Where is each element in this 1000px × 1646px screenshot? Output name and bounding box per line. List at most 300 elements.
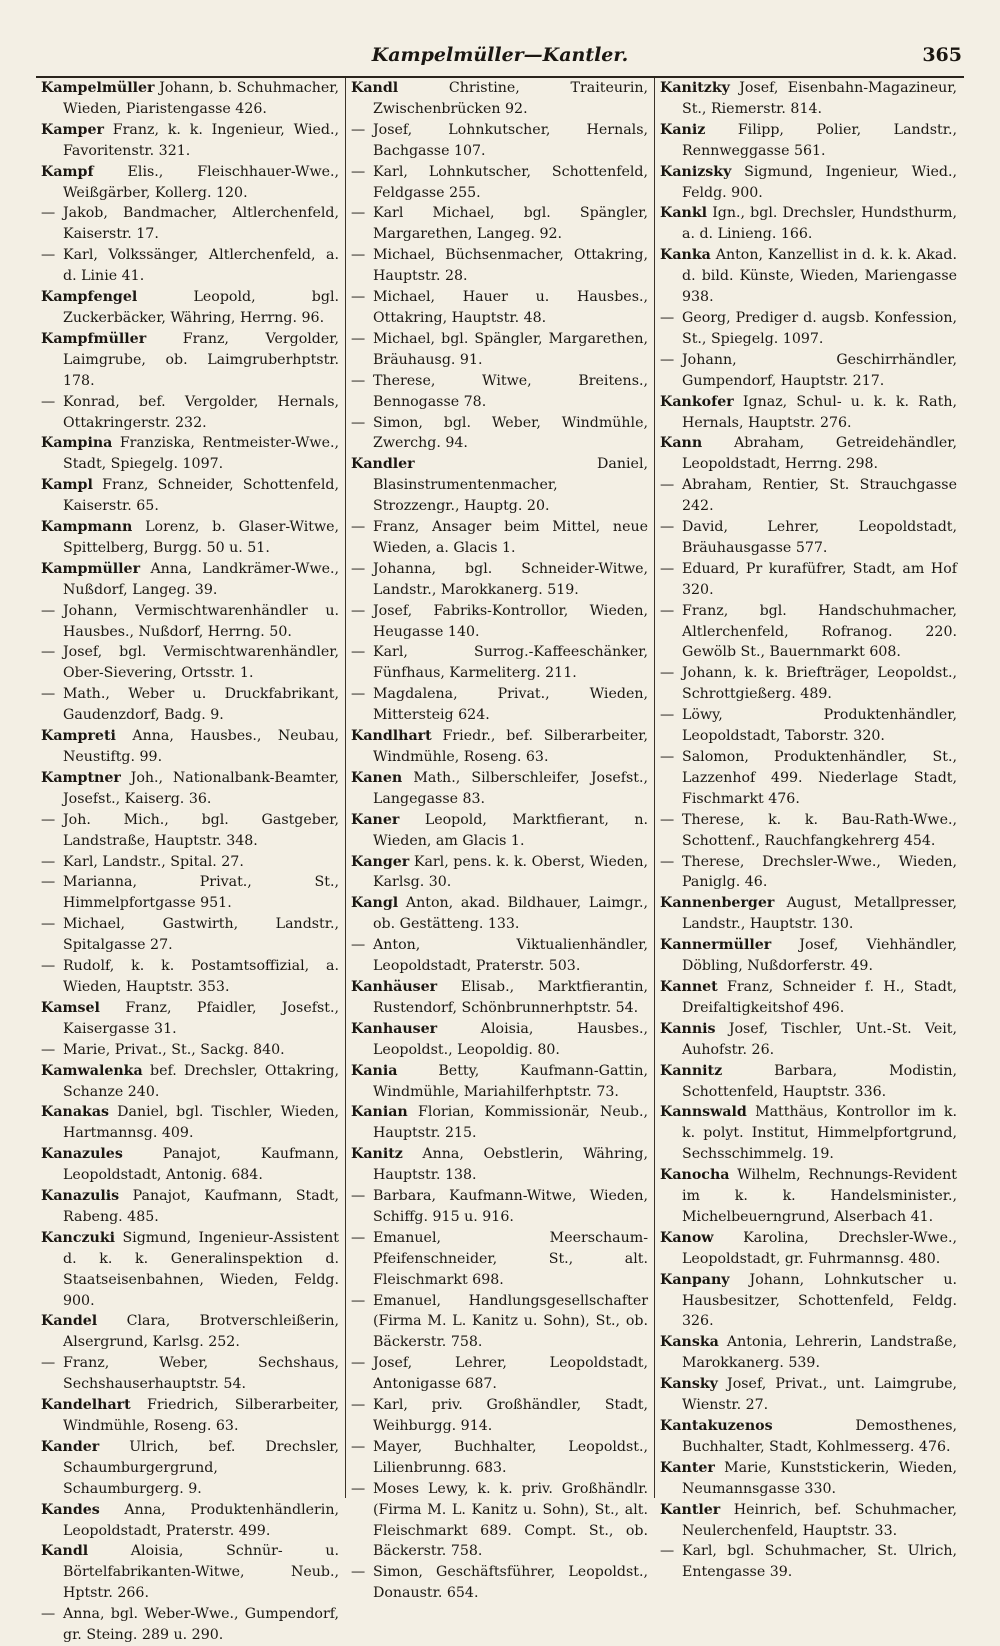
- entry-details: Salomon, Produktenhändler, St., Lazzenhof 499. Niederlage Stadt, Fischmarkt 476.: [682, 749, 957, 807]
- ditto-dash: —: [351, 1397, 366, 1414]
- ditto-dash: —: [660, 1543, 675, 1560]
- entry-details: Karl, Volkssänger, Altlerchenfeld, a. d. Linie 41.: [63, 247, 339, 285]
- entry-details: Panajot, Kaufmann, Stadt, Rabeng. 485.: [63, 1188, 339, 1225]
- surname: Kanitzky: [660, 80, 730, 96]
- entry-details: Josef, Privat., unt. Laimgrube, Wienstr. 27.: [682, 1376, 957, 1414]
- directory-entry: [41, 433, 339, 475]
- entry-details: Franz, Vergolder, Laimgrube, ob. Laimgruberhptstr. 178.: [63, 330, 339, 389]
- surname: Kanow: [660, 1229, 714, 1246]
- surname: Kanazulis: [41, 1188, 120, 1205]
- directory-entry: [660, 120, 957, 162]
- entry-details: Florian, Kommissionär, Neub., Hauptstr. 215.: [373, 1104, 648, 1142]
- surname: Kanian: [351, 1104, 408, 1121]
- directory-entry: [41, 1437, 339, 1500]
- entry-details: Anna, bgl. Weber-Wwe., Gumpendorf, gr. Steing. 289 u. 290.: [63, 1606, 339, 1644]
- surname: Kanazules: [41, 1146, 123, 1163]
- surname: Kanger: [351, 853, 410, 870]
- entry-columns: [36, 78, 964, 1644]
- ditto-dash: —: [41, 958, 56, 975]
- directory-entry: [660, 1416, 957, 1458]
- sub-entry: [351, 1186, 648, 1228]
- ditto-dash: —: [351, 1229, 366, 1246]
- column-right: [654, 78, 963, 1581]
- surname: Kanter: [660, 1459, 715, 1476]
- page-number: 365: [922, 44, 962, 66]
- ditto-dash: —: [351, 289, 366, 306]
- directory-entry: [660, 1270, 957, 1333]
- directory-entry: [660, 1019, 957, 1061]
- ditto-dash: —: [41, 1041, 56, 1058]
- ditto-dash: —: [41, 1355, 56, 1372]
- sub-entry: [351, 935, 648, 977]
- ditto-dash: —: [660, 853, 675, 870]
- entry-details: Therese, Drechsler-Wwe., Wieden, Paniglg. 46.: [682, 853, 957, 891]
- directory-entry: [660, 1061, 957, 1103]
- directory-entry: [660, 78, 957, 120]
- entry-details: Michael, Gastwirth, Landstr., Spitalgasse 27.: [63, 916, 339, 954]
- directory-entry: [351, 726, 648, 768]
- entry-details: Ign., bgl. Drechsler, Hundsthurm, a. d. Linieng. 166.: [682, 205, 957, 243]
- entry-details: Friedrich, Silberarbeiter, Windmühle, Roseng. 63.: [63, 1397, 339, 1434]
- ditto-dash: —: [351, 163, 366, 180]
- sub-entry: [41, 684, 339, 726]
- entry-details: Marianna, Privat., St., Himmelpfortgasse 951.: [63, 874, 339, 912]
- entry-details: David, Lehrer, Leopoldstadt, Bräuhausgasse 577.: [682, 519, 957, 556]
- sub-entry: [351, 1291, 648, 1354]
- entry-details: Matthäus, Kontrollor im k. k. polyt. Institut, Himmelpfortgrund, Sechsschimmelg. 19.: [682, 1104, 957, 1163]
- entry-details: Leopold, Marktfierant, n. Wieden, am Glacis 1.: [373, 811, 649, 849]
- ditto-dash: —: [660, 749, 675, 765]
- ditto-dash: —: [660, 519, 675, 536]
- entry-details: Math., Silberschleifer, Josefst., Langegasse 83.: [373, 769, 648, 807]
- entry-details: Ignaz, Schul- u. k. k. Rath, Hernals, Hauptstr. 276.: [682, 393, 957, 431]
- surname: Kannet: [660, 978, 718, 995]
- directory-entry: [41, 475, 339, 517]
- surname: Kampfmüller: [41, 330, 147, 347]
- directory-entry: [351, 1144, 648, 1186]
- directory-entry: [351, 852, 648, 894]
- entry-details: bef. Drechsler, Ottakring, Schanze 240.: [63, 1062, 339, 1100]
- sub-entry: [41, 872, 339, 914]
- entry-details: Sigmund, Ingenieur-Assistent d. k. k. Generalinspektion d. Staatseisenbahnen, Wieden, Feldg. 900.: [63, 1229, 340, 1309]
- sub-entry: [41, 1353, 339, 1395]
- ditto-dash: —: [351, 330, 366, 347]
- sub-entry: [351, 1228, 648, 1291]
- ditto-dash: —: [41, 393, 56, 410]
- directory-entry: [41, 1541, 339, 1604]
- surname: Kampfengel: [41, 289, 138, 306]
- directory-entry: [660, 433, 957, 475]
- entry-details: Leopold, bgl. Zuckerbäcker, Währing, Herrng. 96.: [63, 289, 339, 326]
- entry-details: Filipp, Polier, Landstr., Rennweggasse 561.: [682, 121, 957, 159]
- entry-details: Barbara, Kaufmann-Witwe, Wieden, Schiffg. 915 u. 916.: [373, 1188, 648, 1225]
- entry-details: Johann, Lohnkutscher u. Hausbesitzer, Schottenfeld, Feldg. 326.: [682, 1271, 957, 1330]
- entry-details: Franziska, Rentmeister-Wwe., Stadt, Spiegelg. 1097.: [63, 435, 339, 473]
- sub-entry: [41, 203, 339, 245]
- ditto-dash: —: [41, 853, 56, 870]
- sub-entry: [660, 601, 957, 664]
- directory-entry: [660, 1374, 957, 1416]
- entry-details: Karl, Surrog.-Kaffeeschänker, Fünfhaus, Karmeliterg. 211.: [373, 644, 648, 682]
- entry-details: Karl, pens. k. k. Oberst, Wieden, Karlsg. 30.: [373, 853, 648, 891]
- entry-details: Elisab., Marktfierantin, Rustendorf, Schönbrunnerhptstr. 54.: [373, 978, 648, 1016]
- directory-entry: [351, 78, 648, 120]
- surname: Kampina: [41, 435, 113, 452]
- surname: Kampelmüller: [41, 80, 155, 96]
- directory-entry: [41, 162, 339, 204]
- directory-entry: [660, 977, 957, 1019]
- surname: Kann: [660, 435, 703, 452]
- entry-details: Karl, priv. Großhändler, Stadt, Weihburgg. 914.: [373, 1397, 648, 1434]
- entry-details: Michael, Hauer u. Hausbes., Ottakring, Hauptstr. 48.: [373, 289, 648, 326]
- entry-details: Konrad, bef. Vergolder, Hernals, Ottakringerstr. 232.: [63, 393, 339, 431]
- surname: Kampreti: [41, 728, 116, 745]
- surname: Kamptner: [41, 769, 121, 786]
- entry-details: Aloisia, Hausbes., Leopoldst., Leopoldig. 80.: [373, 1020, 649, 1058]
- surname: Kaner: [351, 811, 400, 828]
- directory-entry: [660, 203, 957, 245]
- ditto-dash: —: [351, 519, 366, 536]
- entry-details: Emanuel, Handlungsgesellschafter (Firma M. L. Kanitz u. Sohn), St., ob. Bäckerstr. 758.: [373, 1292, 648, 1351]
- entry-details: Eduard, Pr kurafüfrer, Stadt, am Hof 320.: [682, 560, 957, 598]
- entry-details: Barbara, Modistin, Schottenfeld, Hauptstr. 336.: [682, 1062, 957, 1100]
- surname: Kanska: [660, 1334, 719, 1351]
- entry-details: Wilhelm, Rechnungs-Revident im k. k. Handelsminister., Michelbeuerngrund, Alserbach 41.: [682, 1167, 957, 1225]
- directory-entry: [41, 78, 339, 120]
- surname: Kandelhart: [41, 1397, 131, 1414]
- ditto-dash: —: [351, 686, 366, 703]
- ditto-dash: —: [41, 686, 56, 703]
- entry-details: Therese, Witwe, Breitens., Bennogasse 78.: [373, 372, 648, 410]
- sub-entry: [351, 413, 648, 455]
- sub-entry: [351, 371, 648, 413]
- entry-details: Johanna, bgl. Schneider-Witwe, Landstr., Marokkanerg. 519.: [373, 560, 648, 598]
- surname: Kansky: [660, 1376, 718, 1393]
- directory-entry: [660, 893, 957, 935]
- sub-entry: [41, 810, 339, 852]
- ditto-dash: —: [41, 874, 56, 891]
- surname: Kanocha: [660, 1167, 730, 1184]
- surname: Kanitz: [351, 1146, 403, 1163]
- sub-entry: [41, 956, 339, 998]
- surname: Kannswald: [660, 1104, 747, 1121]
- directory-entry: [660, 392, 957, 434]
- directory-entry: [41, 517, 339, 559]
- entry-details: Daniel, bgl. Tischler, Wieden, Hartmannsg. 409.: [63, 1104, 339, 1142]
- sub-entry: [660, 663, 957, 705]
- sub-entry: [660, 810, 957, 852]
- sub-entry: [660, 852, 957, 894]
- entry-details: Josef, Lehrer, Leopoldstadt, Antonigasse 687.: [373, 1355, 648, 1393]
- entry-details: Karl, Landstr., Spital. 27.: [63, 853, 244, 870]
- entry-details: Karl, Lohnkutscher, Schottenfeld, Feldgasse 255.: [373, 163, 648, 201]
- directory-entry: [41, 1102, 339, 1144]
- entry-details: Franz, Pfaidler, Josefst., Kaisergasse 31.: [63, 999, 339, 1037]
- sub-entry: [41, 1040, 339, 1061]
- entry-details: Karl Michael, bgl. Spängler, Margarethen, Langeg. 92.: [373, 205, 648, 243]
- surname: Kaniz: [660, 121, 706, 138]
- directory-entry: [41, 1186, 339, 1228]
- sub-entry: [41, 1604, 339, 1646]
- entry-details: Franz, bgl. Handschuhmacher, Altlerchenfeld, Rofranog. 220. Gewölb St., Bauernmarkt 608.: [682, 602, 957, 661]
- entry-details: Johann, Geschirrhändler, Gumpendorf, Hauptstr. 217.: [682, 351, 957, 389]
- surname: Kania: [351, 1062, 398, 1079]
- surname: Kanizsky: [660, 163, 732, 180]
- directory-entry: [41, 1500, 339, 1542]
- ditto-dash: —: [660, 811, 675, 828]
- entry-details: Daniel, Blasinstrumentenmacher, Strozzengr., Hauptg. 20.: [373, 456, 648, 515]
- surname: Kandl: [41, 1543, 89, 1560]
- directory-entry: [41, 329, 339, 392]
- entry-details: Josef, Fabriks-Kontrollor, Wieden, Heugasse 140.: [373, 602, 648, 640]
- sub-entry: [351, 1479, 648, 1563]
- ditto-dash: —: [41, 1606, 56, 1623]
- surname: Kampmann: [41, 519, 133, 536]
- surname: Kankl: [660, 205, 708, 222]
- entry-details: Josef, Tischler, Unt.-St. Veit, Auhofstr. 26.: [682, 1020, 957, 1058]
- entry-details: August, Metallpresser, Landstr., Hauptstr. 130.: [682, 895, 958, 933]
- directory-entry: [41, 998, 339, 1040]
- ditto-dash: —: [351, 1564, 366, 1581]
- surname: Kanka: [660, 247, 711, 264]
- surname: Kamsel: [41, 999, 100, 1016]
- ditto-dash: —: [351, 205, 366, 222]
- ditto-dash: —: [351, 602, 366, 619]
- surname: Kandl: [351, 80, 399, 96]
- entry-details: Anna, Produktenhändlerin, Leopoldstadt, Praterstr. 499.: [63, 1501, 339, 1539]
- sub-entry: [660, 475, 957, 517]
- surname: Kanhäuser: [351, 978, 438, 995]
- entry-details: Panajot, Kaufmann, Leopoldstadt, Antonig. 684.: [63, 1146, 339, 1184]
- ditto-dash: —: [351, 414, 366, 431]
- sub-entry: [41, 245, 339, 287]
- entry-details: Simon, bgl. Weber, Windmühle, Zwerchg. 94.: [373, 414, 648, 452]
- surname: Kandlhart: [351, 728, 432, 745]
- surname: Kanczuki: [41, 1229, 116, 1246]
- entry-details: Johann, k. k. Briefträger, Leopoldst., Schrottgießerg. 489.: [682, 665, 957, 703]
- entry-details: Jakob, Bandmacher, Altlerchenfeld, Kaiserstr. 17.: [63, 205, 339, 243]
- entry-details: Abraham, Rentier, St. Strauchgasse 242.: [682, 477, 957, 515]
- entry-details: Heinrich, bef. Schuhmacher, Neulerchenfeld, Hauptstr. 33.: [682, 1501, 957, 1539]
- ditto-dash: —: [660, 477, 675, 494]
- entry-details: Anton, akad. Bildhauer, Laimgr., ob. Gestätteng. 133.: [373, 895, 649, 933]
- entry-details: Marie, Privat., St., Sackg. 840.: [63, 1041, 285, 1058]
- surname: Kampmüller: [41, 560, 141, 577]
- surname: Kantler: [660, 1501, 721, 1518]
- directory-entry: [41, 726, 339, 768]
- ditto-dash: —: [660, 665, 675, 682]
- sub-entry: [660, 1541, 957, 1583]
- directory-entry: [660, 1102, 957, 1165]
- entry-details: Karolina, Drechsler-Wwe., Leopoldstadt, gr. Fuhrmannsg. 480.: [682, 1229, 957, 1267]
- directory-entry: [41, 768, 339, 810]
- ditto-dash: —: [660, 351, 675, 368]
- entry-details: Sigmund, Ingenieur, Wied., Feldg. 900.: [682, 163, 957, 201]
- ditto-dash: —: [351, 1438, 366, 1455]
- surname: Kannitz: [660, 1062, 723, 1079]
- surname: Kamwalenka: [41, 1062, 143, 1079]
- ditto-dash: —: [660, 309, 675, 326]
- ditto-dash: —: [351, 121, 366, 138]
- directory-entry: [351, 977, 648, 1019]
- directory-entry: [660, 162, 957, 204]
- directory-entry: [660, 1165, 957, 1228]
- ditto-dash: —: [41, 916, 56, 933]
- surname: Kantakuzenos: [660, 1418, 773, 1434]
- directory-entry: [351, 810, 648, 852]
- entry-details: Josef, Eisenbahn-Magazineur, St., Riemerstr. 814.: [682, 80, 957, 117]
- sub-entry: [660, 705, 957, 747]
- sub-entry: [41, 852, 339, 873]
- ditto-dash: —: [351, 937, 366, 954]
- surname: Kandel: [41, 1313, 98, 1330]
- entry-details: Anna, Hausbes., Neubau, Neustiftg. 99.: [63, 728, 339, 765]
- entry-details: Josef, bgl. Vermischtwarenhändler, Ober-Sievering, Ortsstr. 1.: [63, 644, 339, 682]
- entry-details: Betty, Kaufmann-Gattin, Windmühle, Mariahilferhptstr. 73.: [373, 1062, 648, 1100]
- entry-details: Joh., Nationalbank-Beamter, Josefst., Kaiserg. 36.: [63, 769, 339, 807]
- ditto-dash: —: [351, 1480, 366, 1497]
- surname: Kanakas: [41, 1104, 110, 1121]
- entry-details: Franz, k. k. Ingenieur, Wied., Favoritenstr. 321.: [63, 121, 339, 159]
- sub-entry: [351, 642, 648, 684]
- entry-details: Franz, Weber, Sechshaus, Sechshauserhauptstr. 54.: [63, 1355, 339, 1393]
- entry-details: Josef, Viehhändler, Döbling, Nußdorferstr. 49.: [682, 937, 957, 975]
- column-middle: [345, 78, 654, 1602]
- ditto-dash: —: [41, 811, 56, 828]
- sub-entry: [660, 350, 957, 392]
- entry-details: Therese, k. k. Bau-Rath-Wwe., Schottenf., Rauchfangkehrerg 454.: [682, 811, 957, 849]
- entry-details: Anna, Oebstlerin, Währing, Hauptstr. 138.: [373, 1146, 648, 1184]
- sub-entry: [351, 559, 648, 601]
- ditto-dash: —: [41, 602, 56, 619]
- sub-entry: [351, 1395, 648, 1437]
- entry-details: Anna, Landkrämer-Wwe., Nußdorf, Langeg. 39.: [63, 560, 339, 598]
- entry-details: Antonia, Lehrerin, Landstraße, Marokkanerg. 539.: [682, 1334, 958, 1372]
- entry-details: Johann, b. Schuhmacher, Wieden, Piaristengasse 426.: [63, 80, 339, 117]
- entry-details: Franz, Schneider, Schottenfeld, Kaiserstr. 65.: [63, 477, 339, 515]
- directory-entry: [660, 245, 957, 308]
- entry-details: Lorenz, b. Glaser-Witwe, Spittelberg, Burgg. 50 u. 51.: [63, 519, 339, 556]
- entry-details: Christine, Traiteurin, Zwischenbrücken 92.: [373, 80, 648, 117]
- ditto-dash: —: [351, 644, 366, 661]
- directory-entry: [41, 1061, 339, 1103]
- surname: Kannermüller: [660, 937, 772, 954]
- ditto-dash: —: [41, 205, 56, 222]
- directory-entry: [660, 1500, 957, 1542]
- surname: Kampf: [41, 163, 94, 180]
- entry-details: Mayer, Buchhalter, Leopoldst., Lilienbrunng. 683.: [373, 1438, 648, 1476]
- ditto-dash: —: [351, 247, 366, 264]
- ditto-dash: —: [660, 707, 675, 724]
- entry-details: Ulrich, bef. Drechsler, Schaumburgergrund, Schaumburgerg. 9.: [63, 1438, 339, 1497]
- ditto-dash: —: [351, 1355, 366, 1372]
- surname: Kandler: [351, 456, 415, 473]
- entry-details: Joh. Mich., bgl. Gastgeber, Landstraße, Hauptstr. 348.: [63, 811, 339, 849]
- sub-entry: [660, 517, 957, 559]
- sub-entry: [351, 601, 648, 643]
- entry-details: Michael, bgl. Spängler, Margarethen, Bräuhausg. 91.: [373, 330, 648, 368]
- sub-entry: [351, 203, 648, 245]
- directory-entry: [351, 893, 648, 935]
- entry-details: Franz, Ansager beim Mittel, neue Wieden, a. Glacis 1.: [373, 519, 648, 556]
- sub-entry: [41, 914, 339, 956]
- surname: Kanen: [351, 769, 403, 786]
- surname: Kandes: [41, 1501, 100, 1518]
- entry-details: Karl, bgl. Schuhmacher, St. Ulrich, Entengasse 39.: [682, 1543, 957, 1581]
- sub-entry: [351, 517, 648, 559]
- sub-entry: [351, 245, 648, 287]
- sub-entry: [351, 1437, 648, 1479]
- directory-entry: [41, 1144, 339, 1186]
- directory-entry: [351, 454, 648, 517]
- entry-details: Löwy, Produktenhändler, Leopoldstadt, Taborstr. 320.: [682, 707, 957, 745]
- sub-entry: [351, 162, 648, 204]
- surname: Kampl: [41, 477, 93, 494]
- entry-details: Franz, Schneider f. H., Stadt, Dreifaltigkeitshof 496.: [682, 978, 958, 1016]
- entry-details: Rudolf, k. k. Postamtsoffizial, a. Wieden, Hauptstr. 353.: [63, 958, 339, 995]
- entry-details: Simon, Geschäftsführer, Leopoldst., Donaustr. 654.: [373, 1564, 648, 1602]
- surname: Kamper: [41, 121, 104, 138]
- column-left: [36, 78, 345, 1644]
- ditto-dash: —: [351, 1188, 366, 1205]
- directory-entry: [41, 120, 339, 162]
- directory-entry: [351, 1102, 648, 1144]
- directory-entry: [41, 1395, 339, 1437]
- sub-entry: [351, 329, 648, 371]
- directory-entry: [660, 1332, 957, 1374]
- entry-details: Elis., Fleischhauer-Wwe., Weißgärber, Kollerg. 120.: [63, 163, 339, 201]
- sub-entry: [351, 120, 648, 162]
- ditto-dash: —: [351, 1292, 366, 1309]
- directory-entry: [351, 1019, 648, 1061]
- entry-details: Clara, Brotverschleißerin, Alsergrund, Karlsg. 252.: [63, 1313, 340, 1351]
- sub-entry: [660, 559, 957, 601]
- entry-details: Josef, Lohnkutscher, Hernals, Bachgasse 107.: [373, 121, 648, 159]
- entry-details: Marie, Kunststickerin, Wieden, Neumannsgasse 330.: [682, 1459, 957, 1497]
- sub-entry: [41, 601, 339, 643]
- ditto-dash: —: [41, 247, 56, 264]
- entry-details: Demosthenes, Buchhalter, Stadt, Kohlmesserg. 476.: [682, 1418, 957, 1455]
- surname: Kannenberger: [660, 895, 775, 912]
- directory-entry: [351, 1061, 648, 1103]
- ditto-dash: —: [351, 372, 366, 389]
- directory-entry: [41, 1228, 339, 1312]
- entry-details: Michael, Büchsenmacher, Ottakring, Hauptstr. 28.: [373, 247, 648, 285]
- sub-entry: [351, 1353, 648, 1395]
- entry-details: Emanuel, Meerschaum-Pfeifenschneider, St., alt. Fleischmarkt 698.: [373, 1229, 648, 1288]
- page-header: [36, 42, 964, 78]
- directory-entry: [660, 935, 957, 977]
- entry-details: Abraham, Getreidehändler, Leopoldstadt, Herrng. 298.: [682, 435, 957, 473]
- ditto-dash: —: [41, 644, 56, 661]
- entry-details: Moses Lewy, k. k. priv. Großhändlr. (Firma M. L. Kanitz u. Sohn), St., alt. Fleischmarkt 689. Compt. St., ob. Bäckerstr. 758.: [373, 1480, 648, 1560]
- directory-entry: [660, 1458, 957, 1500]
- entry-details: Aloisia, Schnür- u. Börtelfabrikanten-Witwe, Neub., Hptstr. 266.: [63, 1543, 340, 1602]
- surname: Kanpany: [660, 1271, 730, 1288]
- sub-entry: [41, 392, 339, 434]
- ditto-dash: —: [660, 560, 675, 577]
- entry-details: Johann, Vermischtwarenhändler u. Hausbes., Nußdorf, Herrng. 50.: [63, 602, 339, 640]
- entry-details: Math., Weber u. Druckfabrikant, Gaudenzdorf, Badg. 9.: [63, 686, 339, 724]
- sub-entry: [660, 747, 957, 810]
- entry-details: Friedr., bef. Silberarbeiter, Windmühle, Roseng. 63.: [373, 728, 648, 765]
- surname: Kander: [41, 1438, 100, 1455]
- entry-details: Georg, Prediger d. augsb. Konfession, St., Spiegelg. 1097.: [682, 309, 957, 347]
- entry-details: Magdalena, Privat., Wieden, Mittersteig 624.: [373, 686, 648, 724]
- sub-entry: [41, 642, 339, 684]
- directory-entry: [41, 559, 339, 601]
- directory-entry: [41, 287, 339, 329]
